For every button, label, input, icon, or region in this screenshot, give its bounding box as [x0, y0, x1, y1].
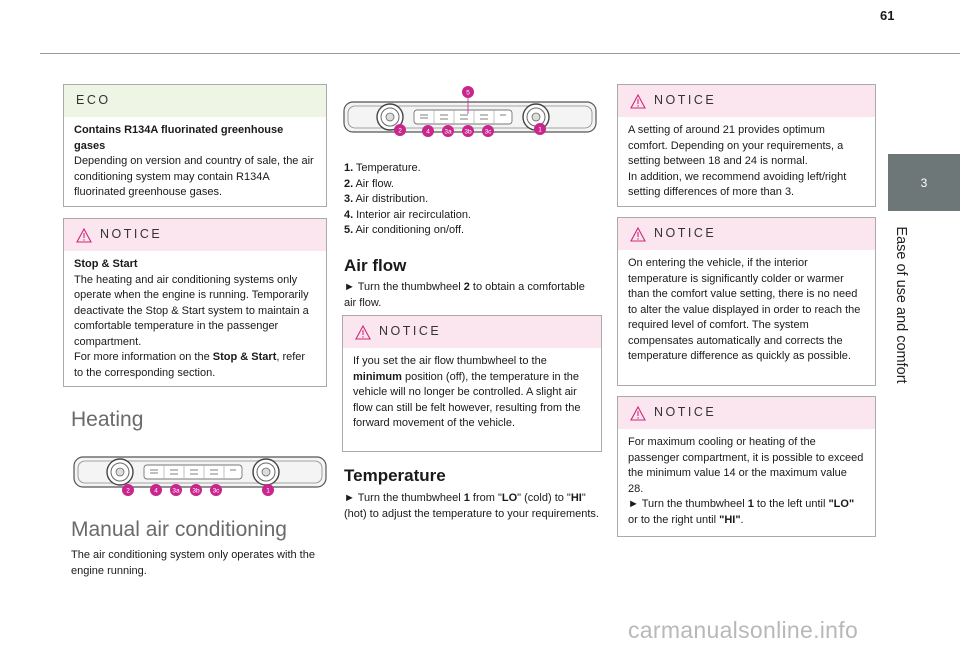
callout-2: 2	[126, 487, 130, 495]
notice-header	[618, 85, 875, 117]
eco-heading: Contains R134A fluorinated greenhouse gases	[74, 124, 284, 152]
notice-more: For more information on the Stop & Start, refer to the corresponding section.	[74, 351, 306, 379]
callout-3c: 3c	[212, 487, 220, 495]
chapter-title: Ease of use and comfort	[893, 226, 909, 384]
legend-item: 3. Air distribution.	[344, 193, 429, 205]
notice-text: On entering the vehicle, if the interior temperature is significantly colder or warmer than the comfort value setting, there is no need to alter the value displayed in order to reach the required level of comfort. The system compensates automatically and corrects the temperature difference as quickly as possible.	[628, 257, 861, 362]
legend-item: 4. Interior air recirculation.	[344, 208, 471, 221]
notice-heading: Stop & Start	[74, 258, 138, 270]
notice-text: The heating and air conditioning systems only operate when the engine is running. Temporarily deactivate the Stop & Start system to maintain a comfortable temperature in the passenger compartment.	[74, 273, 309, 348]
heating-panel-illustration	[72, 448, 328, 500]
eco-title: ECO	[76, 93, 111, 108]
callout-3b: 3b	[464, 128, 472, 136]
notice-header	[618, 218, 875, 250]
manual-ac-text: The air conditioning system only operates with the engine running.	[71, 549, 315, 577]
page-number: 61	[880, 8, 895, 23]
header-rule	[40, 53, 960, 54]
callout-1: 1	[538, 126, 542, 134]
heading-air-flow: Air flow	[344, 256, 407, 275]
notice-text: A setting of around 21 provides optimum comfort. Depending on your requirements, a setting between 18 and 24 is normal.	[628, 124, 844, 167]
notice-comfort	[617, 84, 876, 207]
notice-air-flow	[342, 315, 602, 452]
legend-item: 5. Air conditioning on/off.	[344, 224, 465, 236]
notice-title: NOTICE	[654, 405, 717, 420]
chapter-tab[interactable]: 3	[888, 154, 960, 211]
warning-icon	[630, 94, 646, 109]
notice-header	[64, 219, 326, 251]
notice-title: NOTICE	[100, 227, 163, 242]
watermark: carmanualsonline.info	[628, 617, 859, 643]
temperature-text: ► Turn the thumbwheel 1 from "LO" (cold) to "HI" (hot) to adjust the temperature to your requirements.	[344, 492, 599, 520]
notice-header	[343, 316, 601, 348]
callout-4: 4	[426, 128, 430, 136]
callout-3c: 3c	[484, 128, 492, 136]
notice-text: If you set the air flow thumbwheel to the minimum position (off), the temperature in the vehicle will no longer be controlled. A slight air flow can still be felt however, resulting from the forward movement of the vehicle.	[353, 355, 581, 429]
callout-3a: 3a	[444, 128, 452, 136]
notice-title: NOTICE	[379, 324, 442, 339]
air-flow-text: ► Turn the thumbwheel 2 to obtain a comfortable air flow.	[344, 281, 585, 309]
notice-text: For maximum cooling or heating of the passenger compartment, it is possible to exceed the minimum value 14 or the maximum value 28.	[628, 436, 864, 495]
callout-4: 4	[154, 487, 158, 495]
eco-header	[64, 85, 326, 117]
notice-title: NOTICE	[654, 93, 717, 108]
legend-list	[344, 161, 600, 239]
notice-stop-start	[63, 218, 327, 387]
legend-item: 1. Temperature.	[344, 162, 421, 174]
warning-icon	[630, 227, 646, 242]
eco-box	[63, 84, 327, 207]
notice-header	[618, 397, 875, 429]
warning-icon	[76, 228, 92, 243]
heading-manual-ac: Manual air conditioning	[71, 518, 287, 541]
heading-temperature: Temperature	[344, 466, 446, 485]
warning-icon	[630, 406, 646, 421]
notice-instruction: ► Turn the thumbwheel 1 to the left until "LO" or to the right until "HI".	[628, 498, 855, 526]
callout-2: 2	[398, 127, 402, 135]
callout-3b: 3b	[192, 487, 200, 495]
notice-text: In addition, we recommend avoiding left/right setting differences of more than 3.	[628, 170, 847, 198]
eco-text: Depending on version and country of sale, the air conditioning system may contain R134A fluorinated greenhouse gases.	[74, 155, 314, 198]
notice-title: NOTICE	[654, 226, 717, 241]
heading-heating: Heating	[71, 408, 144, 431]
warning-icon	[355, 325, 371, 340]
ac-panel-illustration	[342, 84, 598, 144]
notice-max	[617, 396, 876, 537]
callout-1: 1	[266, 487, 270, 495]
notice-entering	[617, 217, 876, 386]
legend-item: 2. Air flow.	[344, 177, 394, 190]
callout-3a: 3a	[172, 487, 180, 495]
callout-5: 5	[466, 89, 470, 97]
